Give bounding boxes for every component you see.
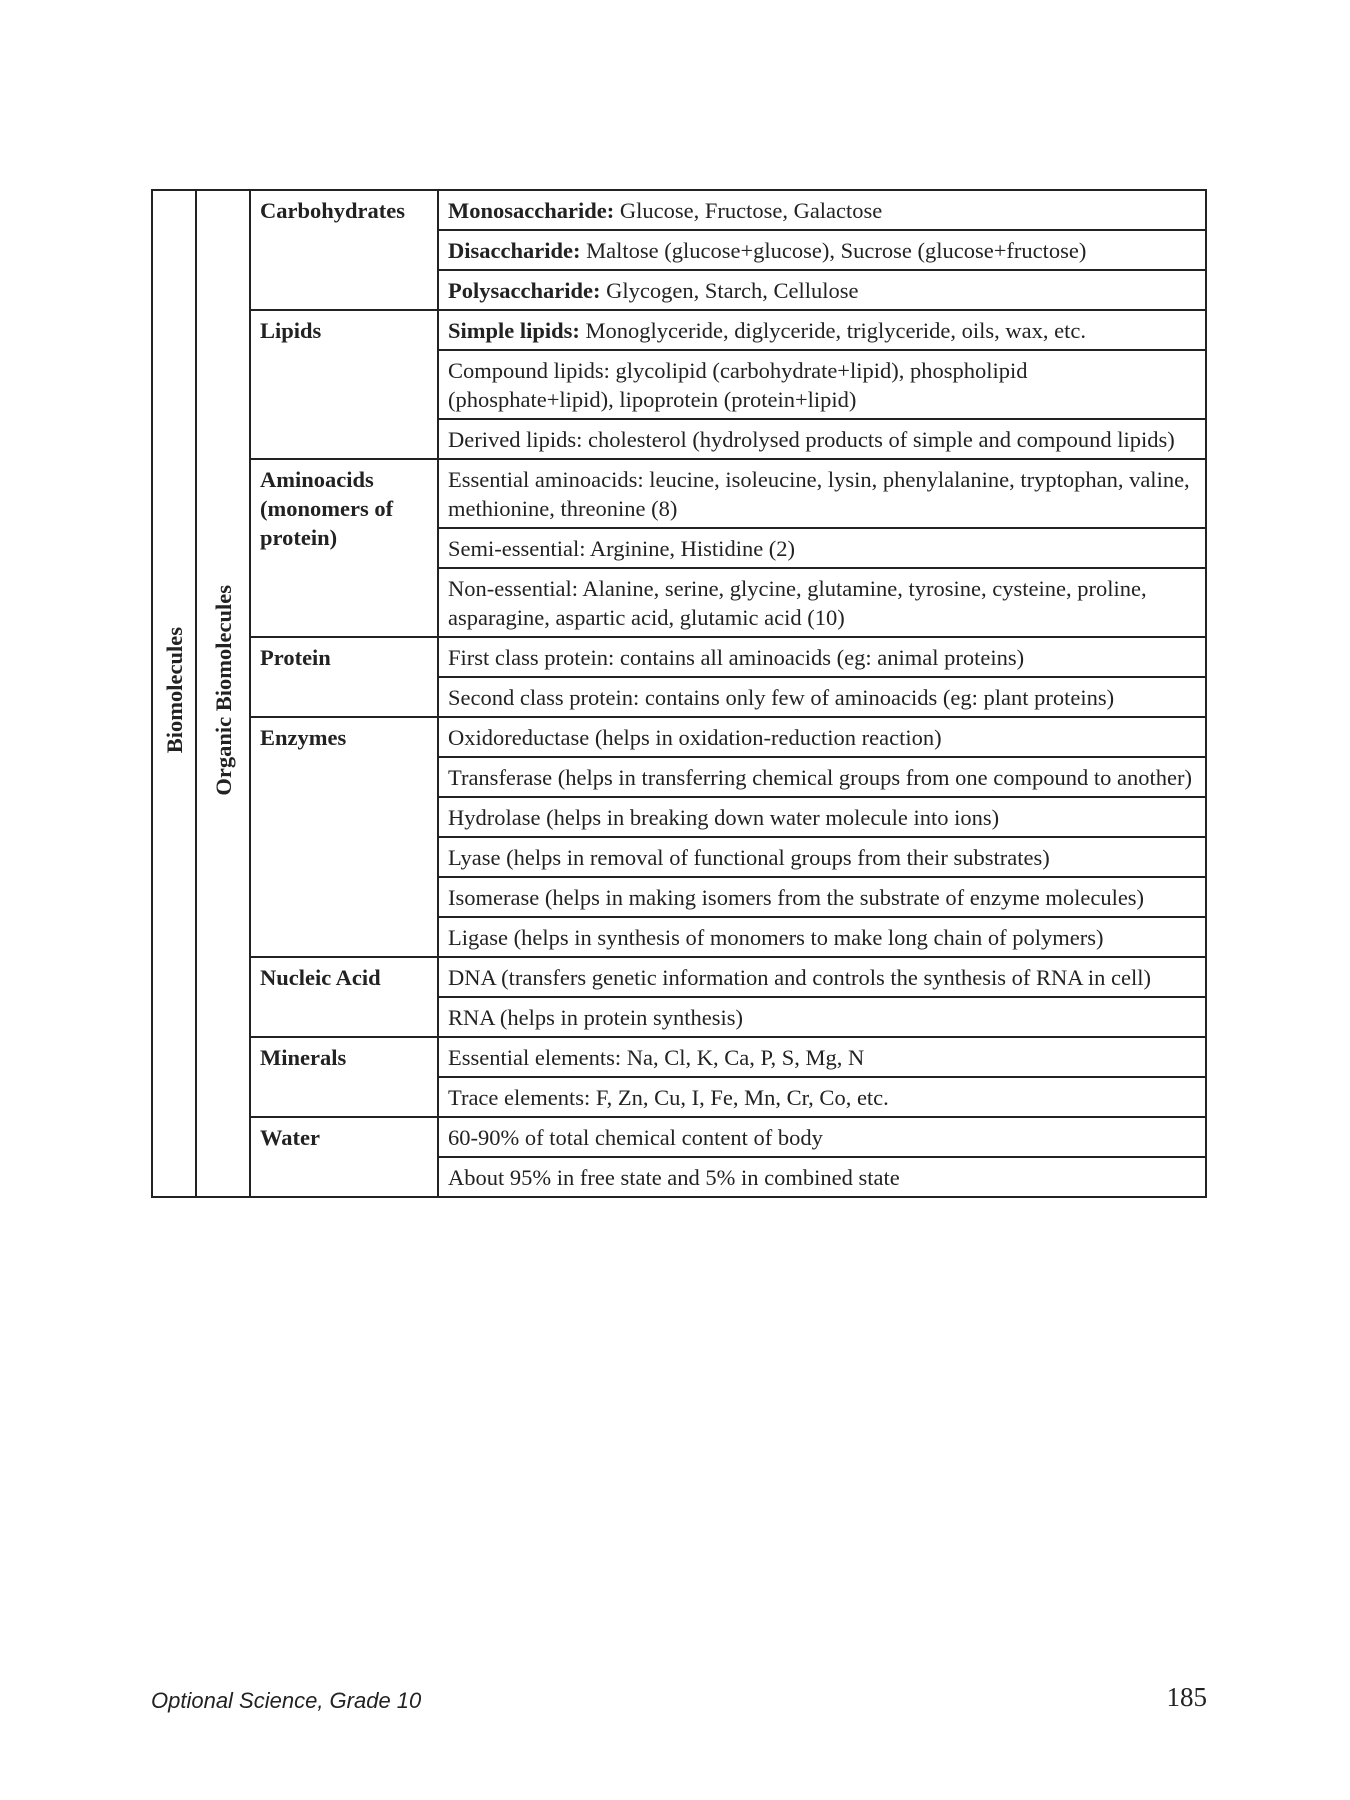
table-row (152, 717, 1206, 757)
page-number: 185 (1166, 1682, 1207, 1712)
detail-text: Derived lipids: cholesterol (hydrolysed products of simple and compound lipids) (448, 427, 1175, 452)
level2-cell (196, 190, 250, 1197)
level2-label: Organic Biomolecules (210, 584, 236, 796)
detail-text: First class protein: contains all aminoacids (eg: animal proteins) (448, 645, 1025, 670)
detail-cell (438, 310, 1206, 350)
category-cell: Carbohydrates (250, 190, 438, 310)
detail-text: Transferase (helps in transferring chemical groups from one compound to another) (448, 765, 1192, 790)
detail-text: Non-essential: Alanine, serine, glycine, glutamine, tyrosine, cysteine, proline, asparagine, aspartic acid, glutamic acid (10) (448, 576, 1147, 630)
detail-text: Lyase (helps in removal of functional groups from their substrates) (448, 845, 1050, 870)
detail-cell (438, 528, 1206, 568)
detail-cell (438, 190, 1206, 230)
detail-cell (438, 419, 1206, 459)
detail-cell (438, 230, 1206, 270)
detail-text: 60-90% of total chemical content of body (448, 1125, 823, 1150)
detail-text: RNA (helps in protein synthesis) (448, 1005, 743, 1030)
category-cell: Minerals (250, 1037, 438, 1117)
detail-term: Polysaccharide: (448, 278, 601, 303)
detail-text: Glucose, Fructose, Galactose (614, 198, 883, 223)
book-title: Optional Science, Grade 10 (151, 1688, 422, 1713)
detail-cell (438, 677, 1206, 717)
detail-cell (438, 1077, 1206, 1117)
detail-cell (438, 270, 1206, 310)
detail-text: Glycogen, Starch, Cellulose (600, 278, 859, 303)
detail-cell (438, 837, 1206, 877)
detail-text: Trace elements: F, Zn, Cu, I, Fe, Mn, Cr, Co, etc. (448, 1085, 889, 1110)
detail-text: Essential elements: Na, Cl, K, Ca, P, S, Mg, N (448, 1045, 865, 1070)
detail-text: Semi-essential: Arginine, Histidine (2) (448, 536, 796, 561)
detail-cell (438, 1117, 1206, 1157)
detail-text: Maltose (glucose+glucose), Sucrose (glucose+fructose) (580, 238, 1087, 263)
detail-text: Second class protein: contains only few of aminoacids (eg: plant proteins) (448, 685, 1115, 710)
detail-cell (438, 1037, 1206, 1077)
detail-text: Essential aminoacids: leucine, isoleucine, lysin, phenylalanine, tryptophan, valine, methionine, threonine (8) (448, 467, 1190, 521)
detail-cell (438, 350, 1206, 419)
detail-term: Monosaccharide: (448, 198, 615, 223)
category-cell: Nucleic Acid (250, 957, 438, 1037)
detail-cell (438, 637, 1206, 677)
detail-cell (438, 717, 1206, 757)
detail-cell (438, 957, 1206, 997)
table-row (152, 1117, 1206, 1157)
detail-text: Oxidoreductase (helps in oxidation-reduction reaction) (448, 725, 942, 750)
detail-cell (438, 568, 1206, 637)
table-row (152, 637, 1206, 677)
detail-cell (438, 997, 1206, 1037)
detail-text: DNA (transfers genetic information and controls the synthesis of RNA in cell) (448, 965, 1151, 990)
category-cell: Aminoacids (monomers of protein) (250, 459, 438, 637)
detail-cell (438, 1157, 1206, 1197)
detail-text: Hydrolase (helps in breaking down water molecule into ions) (448, 805, 1000, 830)
detail-cell (438, 757, 1206, 797)
detail-cell (438, 459, 1206, 528)
category-cell: Water (250, 1117, 438, 1197)
detail-cell (438, 877, 1206, 917)
detail-term: Disaccharide: (448, 238, 581, 263)
table-row (152, 459, 1206, 528)
detail-term: Simple lipids: (448, 318, 580, 343)
table-row (152, 1037, 1206, 1077)
biomolecules-table (151, 189, 1207, 1198)
table-row (152, 190, 1206, 230)
detail-text: About 95% in free state and 5% in combined state (448, 1165, 900, 1190)
detail-cell (438, 917, 1206, 957)
detail-text: Isomerase (helps in making isomers from the substrate of enzyme molecules) (448, 885, 1145, 910)
detail-cell (438, 797, 1206, 837)
table-row (152, 957, 1206, 997)
table-row (152, 310, 1206, 350)
level1-cell (152, 190, 196, 1197)
category-cell: Enzymes (250, 717, 438, 957)
level1-label: Biomolecules (161, 626, 187, 754)
detail-text: Ligase (helps in synthesis of monomers to make long chain of polymers) (448, 925, 1104, 950)
detail-text: Monoglyceride, diglyceride, triglyceride, oils, wax, etc. (579, 318, 1087, 343)
category-cell: Lipids (250, 310, 438, 459)
detail-text: Compound lipids: glycolipid (carbohydrate+lipid), phospholipid (phosphate+lipid), lipoprotein (protein+lipid) (448, 358, 1028, 412)
category-cell: Protein (250, 637, 438, 717)
